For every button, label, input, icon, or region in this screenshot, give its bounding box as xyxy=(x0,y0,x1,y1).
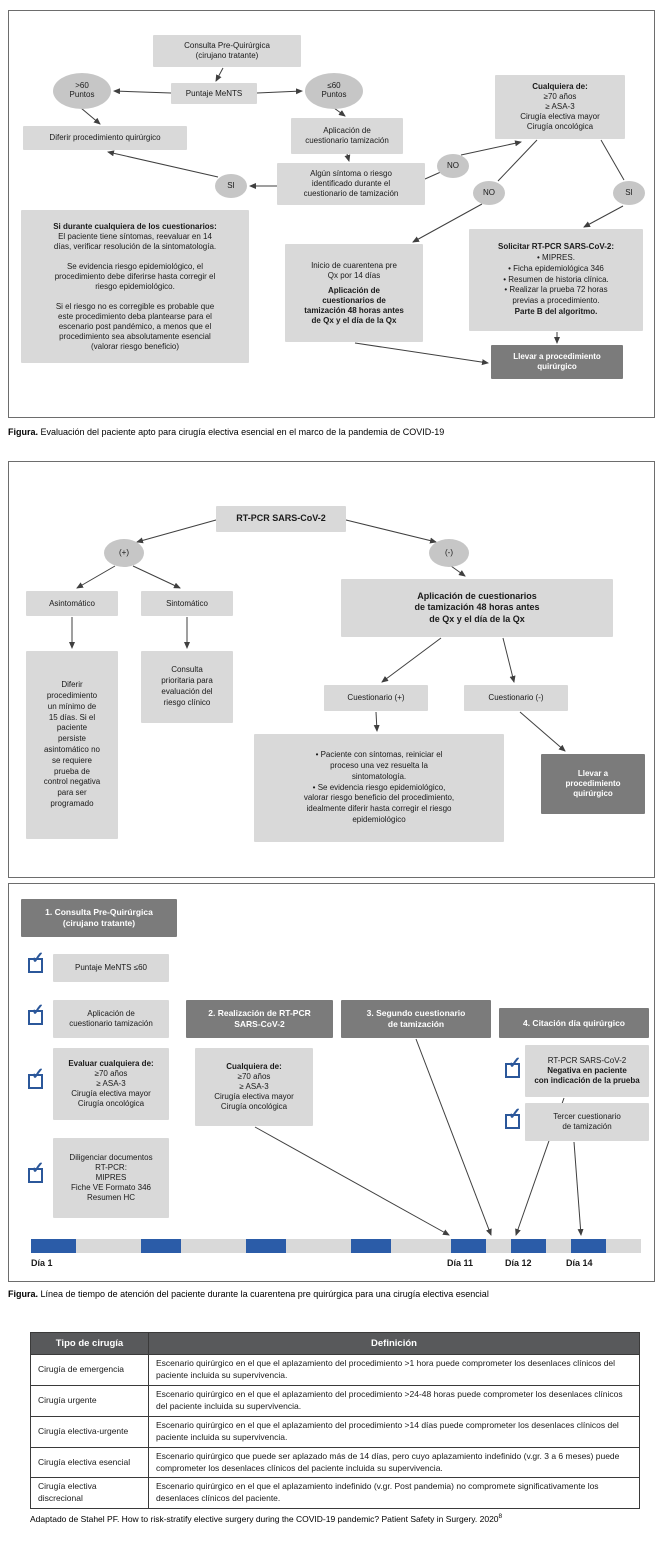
arrow xyxy=(461,142,521,155)
node-si-1: SI xyxy=(215,174,247,198)
surgery-type-cell: Cirugía electiva esencial xyxy=(31,1447,149,1478)
node-body: ≥70 años ≥ ASA-3 Cirugía electiva mayor Cirugía oncológica xyxy=(71,1069,151,1108)
timeline-segment xyxy=(546,1239,571,1253)
item-rtpcr-negativa xyxy=(525,1045,649,1097)
arrow xyxy=(137,520,216,542)
figure-3-timeline xyxy=(8,883,655,1282)
check-icon: ✓ xyxy=(508,1106,522,1123)
item-aplicacion-cuestionario: Aplicación de cuestionario tamización xyxy=(53,1000,169,1038)
node-puntaje-ments: Puntaje MeNTS xyxy=(171,83,257,104)
checkbox-puntaje-ments xyxy=(28,950,45,973)
node-title: Solicitar RT-PCR SARS-CoV-2: xyxy=(497,242,614,252)
node-advertencia-cuestionarios xyxy=(21,210,249,363)
timeline-segment xyxy=(286,1239,351,1253)
node-footer: Parte B del algoritmo. xyxy=(514,306,598,316)
node-asintomatico: Asintomático xyxy=(26,591,118,616)
day-label-14: Día 14 xyxy=(566,1258,593,1268)
timeline-bar xyxy=(31,1239,641,1253)
timeline-segment xyxy=(31,1239,76,1253)
timeline-segment xyxy=(246,1239,286,1253)
surgery-types-section xyxy=(30,1332,640,1524)
node-sintoma-riesgo: Algún síntoma o riesgo identificado durante el cuestionario de tamización xyxy=(277,163,425,205)
figure-2-flowchart xyxy=(8,461,655,878)
node-inicio-cuarentena xyxy=(285,244,423,342)
node-title: Si durante cualquiera de los cuestionarios: xyxy=(53,221,217,231)
step-3-segundo-cuestionario: 3. Segundo cuestionario de tamización xyxy=(341,1000,491,1038)
timeline-segment xyxy=(351,1239,391,1253)
node-llevar-procedimiento: Llevar a procedimiento quirúrgico xyxy=(541,754,645,814)
arrow xyxy=(257,91,302,93)
timeline-segment xyxy=(486,1239,511,1253)
node-rtpcr-sarscov2: RT-PCR SARS-CoV-2 xyxy=(216,506,346,532)
node-resultado-negativo: (-) xyxy=(429,539,469,567)
day-label-1: Día 1 xyxy=(31,1258,53,1268)
check-icon: ✓ xyxy=(31,1066,45,1083)
day-label-12: Día 12 xyxy=(505,1258,532,1268)
check-icon: ✓ xyxy=(31,950,45,967)
step-2-rtpcr: 2. Realización de RT-PCR SARS-CoV-2 xyxy=(186,1000,333,1038)
arrow xyxy=(108,152,218,177)
node-body: ≥70 años ≥ ASA-3 Cirugía electiva mayor Cirugía oncológica xyxy=(214,1072,294,1111)
node-cuestionario-negativo: Cuestionario (-) xyxy=(464,685,568,711)
figure-3-caption xyxy=(8,1289,663,1300)
timeline-segment xyxy=(391,1239,451,1253)
arrow xyxy=(334,108,345,116)
table-header-tipo: Tipo de cirugía xyxy=(31,1333,149,1355)
table-row xyxy=(31,1386,640,1417)
table-row xyxy=(31,1416,640,1447)
node-menor-igual-60-puntos: ≤60 Puntos xyxy=(305,73,363,109)
arrow xyxy=(584,206,623,227)
node-cuestionario-positivo: Cuestionario (+) xyxy=(324,685,428,711)
arrow xyxy=(376,712,377,731)
step-1-consulta: 1. Consulta Pre-Quirúrgica (cirujano tratante) xyxy=(21,899,177,937)
item-puntaje-ments: Puntaje MeNTS ≤60 xyxy=(53,954,169,982)
checkbox-tercer-cuestionario xyxy=(505,1106,522,1129)
definition-cell: Escenario quirúrgico en el que el aplazamiento del procedimiento >1 hora puede comprometer los desenlaces clínicos del paciente incluida su supervivencia. xyxy=(149,1355,640,1386)
node-llevar-procedimiento: Llevar a procedimiento quirúrgico xyxy=(491,345,623,379)
arrow xyxy=(520,712,565,751)
node-cualquiera-de xyxy=(495,75,625,139)
check-icon: ✓ xyxy=(31,1002,45,1019)
surgery-type-cell: Cirugía electiva-urgente xyxy=(31,1416,149,1447)
item-diligenciar-documentos: Diligenciar documentos RT-PCR: MIPRES Fiche VE Formato 346 Resumen HC xyxy=(53,1138,169,1218)
node-sintomatico: Sintomático xyxy=(141,591,233,616)
node-title: Aplicación de cuestionarios de tamización 48 horas antes de Qx y el día de la Qx xyxy=(304,285,404,325)
step-4-citacion: 4. Citación día quirúrgico xyxy=(499,1008,649,1038)
node-mayor-60-puntos: >60 Puntos xyxy=(53,73,111,109)
node-title: Cualquiera de: xyxy=(532,82,588,91)
timeline-segment xyxy=(571,1239,606,1253)
arrow xyxy=(382,638,441,682)
item-evaluar-criterios xyxy=(53,1048,169,1120)
node-body: El paciente tiene síntomas, reevaluar en 14 días, verificar resolución de la sintomatología. Se evidencia riesgo epidemiológico, el procedimiento debe diferirse hasta corregir el riesgo epidemiológico. Si el riesgo no es corregible es probable que este procedimiento deba plantearse para el escenario post pandémico, a menos que el procedimiento sea absolutamente esencial (valorar riesgo beneficio) xyxy=(53,231,217,351)
timeline-segment xyxy=(181,1239,246,1253)
arrow xyxy=(574,1142,581,1235)
node-diferir-procedimiento: Diferir procedimiento quirúrgico xyxy=(23,126,187,150)
node-title: Evaluar cualquiera de: xyxy=(68,1059,154,1068)
arrow xyxy=(216,68,223,81)
table-header-row xyxy=(31,1333,640,1355)
node-no-1: NO xyxy=(437,154,469,178)
caption-text: Evaluación del paciente apto para cirugía electiva esencial en el marco de la pandemia de COVID-19 xyxy=(38,427,445,437)
arrow xyxy=(77,566,115,588)
timeline-segment xyxy=(606,1239,641,1253)
table-row xyxy=(31,1447,640,1478)
figure-1-flowchart xyxy=(8,10,655,418)
timeline-segment xyxy=(451,1239,486,1253)
arrow xyxy=(355,343,488,363)
arrow xyxy=(81,108,100,124)
node-si-2: SI xyxy=(613,181,645,205)
node-diferir-15-dias: Diferir procedimiento un mínimo de 15 días. Si el paciente persiste asintomático no se requiere prueba de control negativa para ser programado xyxy=(26,651,118,839)
table-footnote xyxy=(30,1513,640,1524)
arrow xyxy=(451,566,465,576)
check-icon: ✓ xyxy=(508,1055,522,1072)
checkbox-evaluar-criterios xyxy=(28,1066,45,1089)
node-paciente-con-sintomas: • Paciente con síntomas, reiniciar el proceso una vez resuelta la sintomatología. • Se evidencia riesgo epidemiológico, valorar riesgo beneficio del procedimiento, idealmente diferir hasta corregir el riesgo epidemiológico xyxy=(254,734,504,842)
table-header-definicion: Definición xyxy=(149,1333,640,1355)
arrow xyxy=(416,1039,491,1235)
definition-cell: Escenario quirúrgico en el que el aplazamiento del procedimiento >14 días puede comprometer los desenlaces clínicos del paciente incluida su supervivencia. xyxy=(149,1416,640,1447)
item-tercer-cuestionario: Tercer cuestionario de tamización xyxy=(525,1103,649,1141)
node-body: • MIPRES. • Ficha epidemiológica 346 • Resumen de historia clínica. • Realizar la prueba 72 horas previas a procedimiento. xyxy=(503,253,609,306)
definition-cell: Escenario quirúrgico en el que el aplazamiento indefinido (v.gr. Post pandemia) no compromete significativamente los desenlaces clínicos del paciente. xyxy=(149,1478,640,1509)
node-title: Cualquiera de: xyxy=(226,1062,282,1071)
footnote-reference: 8 xyxy=(498,1513,503,1521)
arrow xyxy=(255,1127,449,1235)
arrow xyxy=(133,566,180,588)
arrow xyxy=(347,154,349,161)
node-aplicacion-cuestionarios: Aplicación de cuestionarios de tamización 48 horas antes de Qx y el día de la Qx xyxy=(341,579,613,637)
figure-1-caption xyxy=(8,427,663,438)
arrow xyxy=(346,520,436,542)
checkbox-rtpcr-negativa xyxy=(505,1055,522,1078)
table-row xyxy=(31,1355,640,1386)
caption-text: Línea de tiempo de atención del paciente durante la cuarentena pre quirúrgica para una cirugía electiva esencial xyxy=(38,1289,489,1299)
node-body: ≥70 años ≥ ASA-3 Cirugía electiva mayor Cirugía oncológica xyxy=(520,92,600,131)
surgery-type-cell: Cirugía electiva discrecional xyxy=(31,1478,149,1509)
surgery-type-cell: Cirugía de emergencia xyxy=(31,1355,149,1386)
surgery-type-cell: Cirugía urgente xyxy=(31,1386,149,1417)
definition-cell: Escenario quirúrgico en el que el aplazamiento del procedimiento >24-48 horas puede comprometer los desenlaces clínicos del paciente incluida su supervivencia. xyxy=(149,1386,640,1417)
surgery-types-table xyxy=(30,1332,640,1509)
node-title: Negativa en paciente con indicación de la prueba xyxy=(534,1066,640,1085)
definition-cell: Escenario quirúrgico que puede ser aplazado más de 14 días, pero cuyo aplazamiento indefinido (v.gr. 3 a 6 meses) puede comprometer los desenlaces clínicos del paciente incluida su supervivencia. xyxy=(149,1447,640,1478)
node-no-2: NO xyxy=(473,181,505,205)
checkbox-diligenciar-documentos xyxy=(28,1160,45,1183)
caption-label: Figura. xyxy=(8,427,39,437)
node-resultado-positivo: (+) xyxy=(104,539,144,567)
node-aplicacion-cuestionario: Aplicación de cuestionario tamización xyxy=(291,118,403,154)
timeline-segment xyxy=(141,1239,181,1253)
arrow xyxy=(503,638,514,682)
node-body: Inicio de cuarentena pre Qx por 14 días xyxy=(311,260,397,280)
node-body: RT-PCR SARS-CoV-2 xyxy=(547,1056,627,1065)
node-consulta-prioritaria: Consulta prioritaria para evaluación del riesgo clínico xyxy=(141,651,233,723)
node-consulta-prequirurgica: Consulta Pre-Quirúrgica (cirujano tratante) xyxy=(153,35,301,67)
footnote-text: Adaptado de Stahel PF. How to risk-stratify elective surgery during the COVID-19 pandemic? Patient Safety in Surgery. 2020 xyxy=(30,1514,499,1525)
day-label-11: Día 11 xyxy=(447,1258,474,1268)
timeline-segment xyxy=(511,1239,546,1253)
check-icon: ✓ xyxy=(31,1160,45,1177)
timeline-segment xyxy=(76,1239,141,1253)
arrow xyxy=(114,91,171,93)
node-solicitar-rtpcr xyxy=(469,229,643,331)
arrow xyxy=(601,140,624,180)
caption-label: Figura. xyxy=(8,1289,39,1299)
table-row xyxy=(31,1478,640,1509)
checkbox-aplicacion-cuestionario xyxy=(28,1002,45,1025)
step-2-criterios xyxy=(195,1048,313,1126)
